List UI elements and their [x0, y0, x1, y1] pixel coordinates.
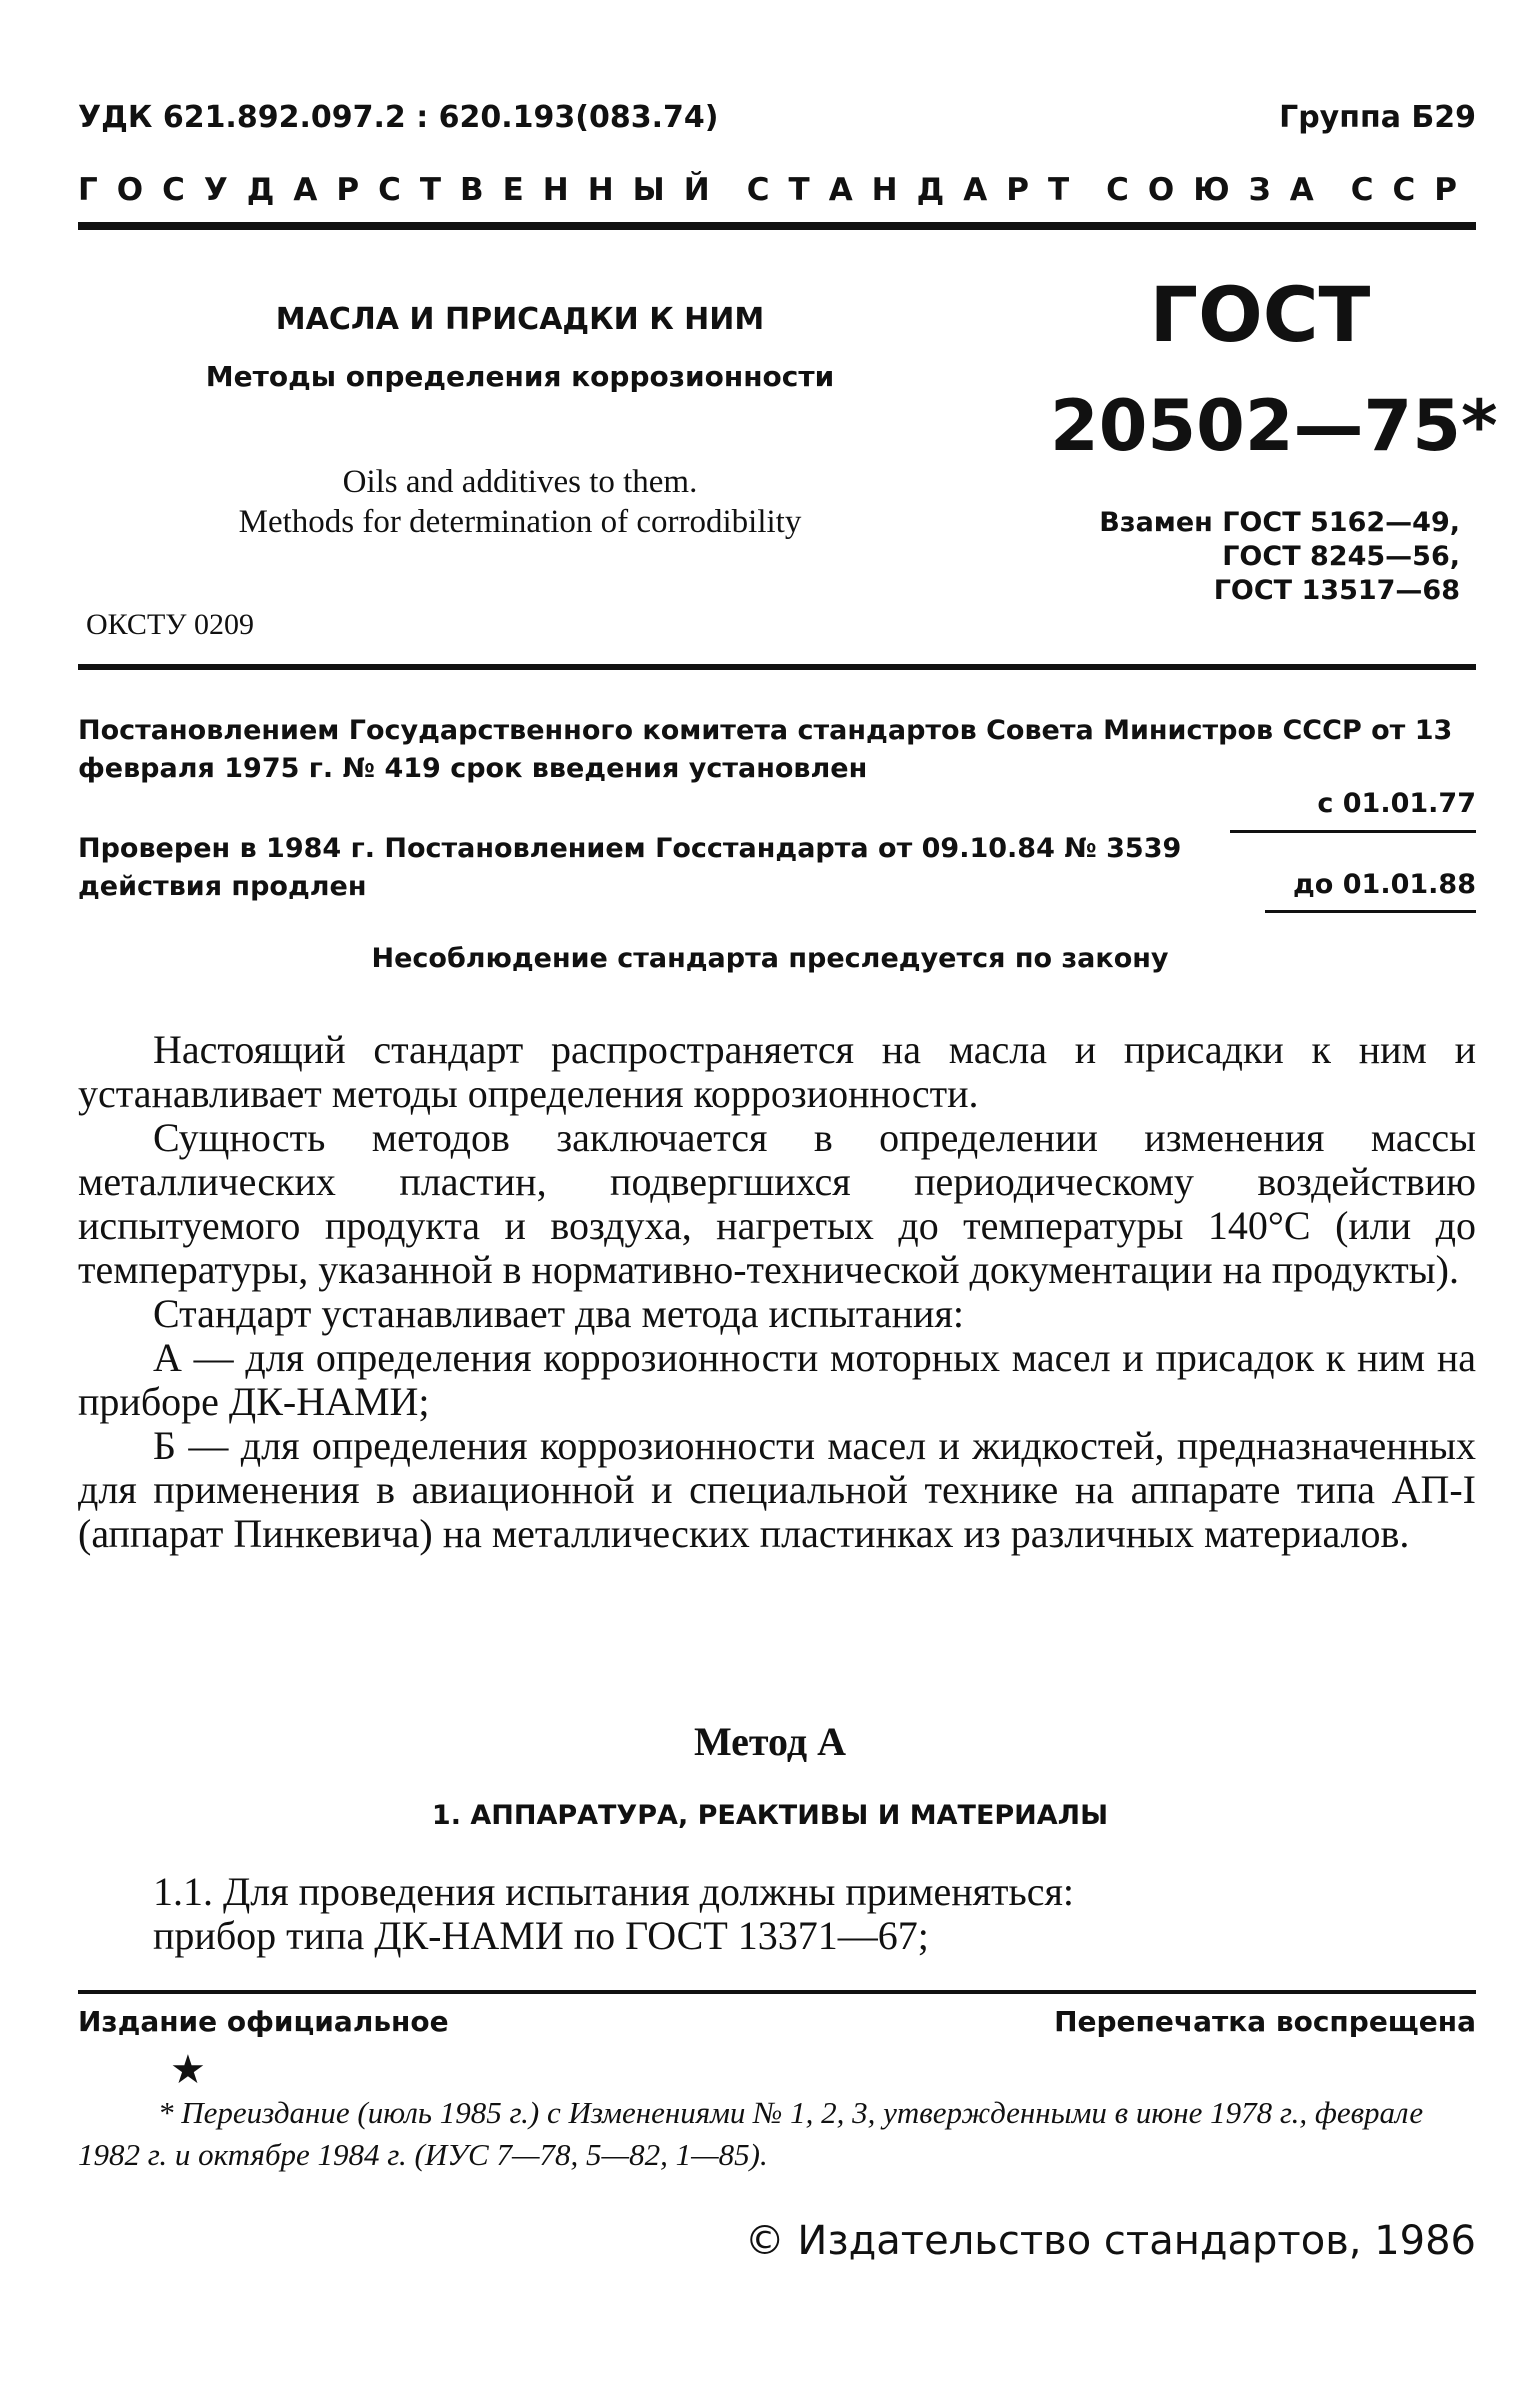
english-title: [0, 462, 1040, 542]
replaces-line-3: ГОСТ 13517—68: [1213, 575, 1460, 606]
effective-date: с 01.01.77: [1317, 788, 1476, 819]
body-text: [78, 1028, 1476, 1556]
legal-warning: Несоблюдение стандарта преследуется по закону: [371, 943, 1169, 974]
clause-1-1: [78, 1870, 1476, 1958]
reprint-notice: Перепечатка воспрещена: [1054, 2005, 1476, 2038]
english-title-line-1: Oils and additives to them.: [342, 464, 698, 500]
copyright: © Издательство стандартов, 1986: [744, 2218, 1476, 2264]
banner-word-4: ССР: [1350, 172, 1476, 208]
footnote: [78, 2092, 1476, 2176]
banner-word-3: СОЮЗА: [1106, 172, 1333, 208]
method-heading: Метод А: [693, 1719, 847, 1764]
document-title: МАСЛА И ПРИСАДКИ К НИМ: [275, 302, 765, 337]
extended-date-rule: [1265, 910, 1476, 913]
title-rule: [78, 664, 1476, 670]
replaces-line-1: Взамен ГОСТ 5162—49,: [1099, 507, 1460, 538]
state-standard-banner: [78, 172, 1476, 208]
paragraph: Б — для определения коррозионности масел и жидкостей, предназначенных для применения в авиационной и специальной технике на аппарате типа АП-I (аппарат Пинкевича) на металлических пластинках из различных материалов.: [78, 1423, 1476, 1556]
clause-item: прибор типа ДК-НАМИ по ГОСТ 13371—67;: [153, 1913, 929, 1958]
paragraph: Настоящий стандарт распространяется на масла и присадки к ним и устанавливает методы определения коррозионности.: [78, 1027, 1476, 1116]
decree-text: Постановлением Государственного комитета стандартов Совета Министров СССР от 13 февраля 1975 г. № 419 срок введения установлен: [78, 715, 1453, 784]
footnote-text: * Переиздание (июль 1985 г.) с Изменениями № 1, 2, 3, утвержденными в июне 1978 г., феврале 1982 г. и октябре 1984 г. (ИУС 7—78, 5—82, 1—85).: [78, 2095, 1424, 2172]
star-icon: ★: [170, 2047, 206, 2092]
udk-code: УДК 621.892.097.2 : 620.193(083.74): [78, 100, 719, 135]
review-text: Проверен в 1984 г. Постановлением Госстандарта от 09.10.84 № 3539 действия продлен: [78, 833, 1182, 902]
paragraph: Стандарт устанавливает два метода испытания:: [153, 1291, 964, 1336]
header-rule: [78, 222, 1476, 230]
banner-word-2: СТАНДАРТ: [746, 172, 1089, 208]
banner-word-1: ГОСУДАРСТВЕННЫЙ: [78, 172, 729, 208]
paragraph: Сущность методов заключается в определении изменения массы металлических пластин, подвергшихся периодическому воздействию испытуемого продукта и воздуха, нагретых до температуры 140°С (или до температуры, указанной в нормативно-технической документации на продукты).: [78, 1115, 1476, 1292]
extended-date: до 01.01.88: [1293, 869, 1476, 900]
footer-rule: [78, 1990, 1476, 1994]
paragraph: А — для определения коррозионности моторных масел и присадок к ним на приборе ДК-НАМИ;: [78, 1335, 1476, 1424]
official-edition: Издание официальное: [78, 2005, 449, 2038]
document-subtitle: Методы определения коррозионности: [205, 360, 835, 393]
okstu-code: ОКСТУ 0209: [86, 608, 255, 641]
gost-number: 20502—75*: [1050, 385, 1498, 467]
group-code: Группа Б29: [1279, 100, 1476, 135]
english-title-line-2: Methods for determination of corrodibility: [238, 504, 802, 540]
gost-label: ГОСТ: [1149, 270, 1371, 359]
replaces-list: [1040, 506, 1460, 608]
replaces-line-2: ГОСТ 8245—56,: [1222, 541, 1460, 572]
effective-date-rule: [1230, 830, 1476, 833]
section-heading: 1. АППАРАТУРА, РЕАКТИВЫ И МАТЕРИАЛЫ: [431, 1800, 1109, 1831]
clause-text: 1.1. Для проведения испытания должны применяться:: [153, 1869, 1074, 1914]
